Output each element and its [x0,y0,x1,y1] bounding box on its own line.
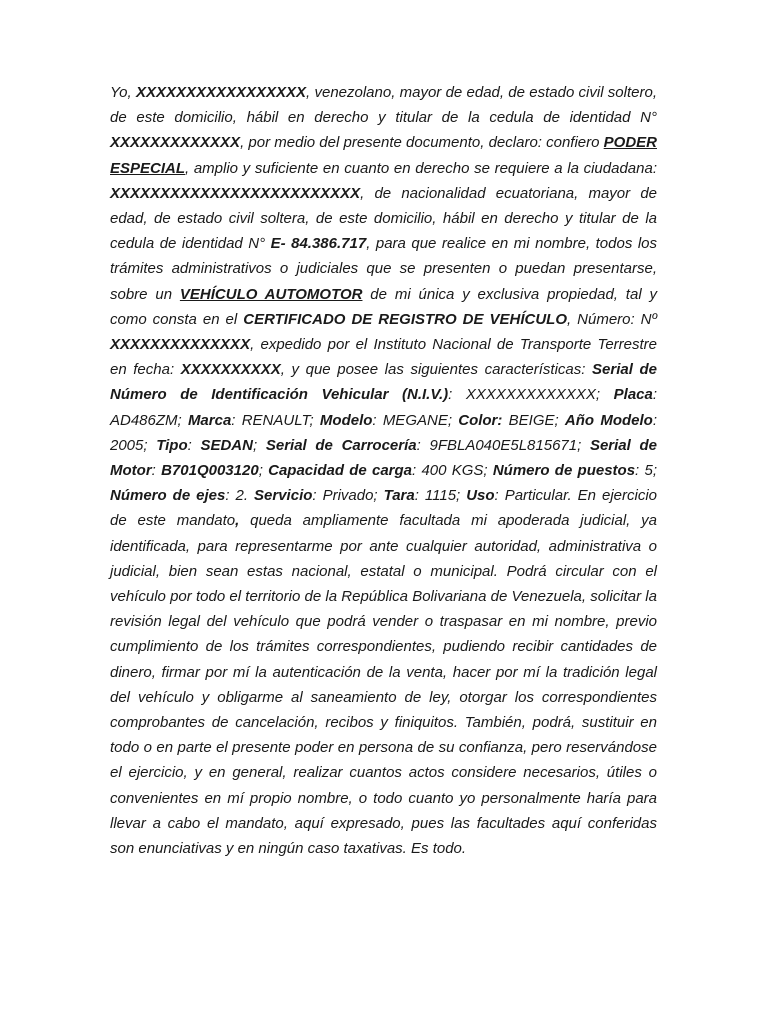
text-segment: , expedido por el Instituto Nacional de Transporte Terrestre en fecha: [110,336,657,379]
text-segment: : AD486ZM; [110,386,658,429]
text-segment: Número de ejes [110,487,226,505]
power-of-attorney-text [110,80,657,861]
text-segment: : RENAULT; [231,411,320,429]
text-segment: : [187,436,201,454]
text-segment: de mi única y exclusiva propiedad, tal y como consta en el [110,285,657,328]
text-segment: : XXXXXXXXXXXXX; [448,386,614,404]
text-segment: : Particular. En ejercicio de este mandato [110,487,658,530]
text-segment: Modelo [319,411,373,429]
text-segment: XXXXXXXXXXXXX [110,134,241,152]
text-segment: Serial de Carrocería [265,436,417,454]
text-segment: : Privado; [312,487,384,505]
text-segment: Servicio [254,487,313,505]
text-segment: Número de puestos [492,462,636,480]
text-segment: , para que realice en mi nombre, todos los trámites administrativos o judiciales que se presenten o puedan presentarse, sobre un [110,235,657,303]
text-segment: , y que posee las siguientes características: [280,361,593,379]
text-segment: XXXXXXXXXXXXXXXXX [135,84,307,101]
text-segment: : 9FBLA040E5L815671; [416,436,590,454]
text-segment: Tara [383,487,415,505]
text-segment: queda ampliamente facultada mi apoderada judicial, ya identificada, para representarme por ante cualquier autoridad, administrativa o judicial, bien sean estas nacional, estatal o municipal. Podrá circular con el vehículo por todo el territorio de la República Bolivariana de Venezuela, solicitar la revisión legal del vehículo que podrá vender o traspasar en mi nombre, previo cumplimiento de los trámites correspondientes, pudiendo recibir cantidades de dinero, firmar por mí la autenticación de la venta, hacer por mí la tradición legal del vehículo y obligarme al saneamiento de ley, otorgar los correspondientes comprobantes de cancelación, recibos y finiquitos. También, podrá, sustituir en todo o en parte el presente poder en persona de su confianza, pero reservándose el ejercicio, y en general, realizar cuantos actos considere necesarios, útiles o convenientes en mí propio nombre, o todo cuanto yo personalmente haría para llevar a cabo el mandato, aquí expresado, pues las facultades aquí conferidas son enunciativas y en ningún caso taxativas. Es todo. [110,512,657,858]
text-segment: Capacidad de carga [268,462,413,480]
text-segment: XXXXXXXXXX [180,361,281,379]
text-segment: B701Q003120 [161,462,259,480]
text-segment: SEDAN [200,436,253,454]
text-segment: , de nacionalidad ecuatoriana, mayor de edad, de estado civil soltera, de este domicilio, hábil en derecho y titular de la cedula de identidad N° [110,184,657,253]
text-segment: : 1115; [414,487,467,505]
text-segment: Serial de Número de Identificación Vehicular (N.I.V.) [110,361,657,404]
text-segment: , por medio del presente documento, declaro: confiero [240,134,604,152]
text-segment: Yo, [110,84,136,101]
text-segment: : [151,462,162,480]
text-segment: : 5; [635,462,657,480]
text-segment: , [235,512,240,530]
text-segment: E- 84.386.717 [270,235,367,253]
text-segment: Placa [613,386,653,404]
text-segment: XXXXXXXXXXXXXX [110,336,251,354]
text-segment: Marca [187,411,232,429]
text-segment: ; [252,436,266,454]
text-segment: VEHÍCULO AUTOMOTOR [179,285,363,303]
text-segment: ; [258,462,269,480]
text-segment: , Número: Nº [567,310,657,328]
text-segment: CERTIFICADO DE REGISTRO DE VEHÍCULO [243,310,567,328]
text-segment: BEIGE; [502,411,565,429]
text-segment: : 400 KGS; [412,462,493,480]
text-segment: : MEGANE; [372,411,459,429]
text-segment: , venezolano, mayor de edad, de estado civil soltero, de este domicilio, hábil en derecho y titular de la cedula de identidad N° [110,84,657,127]
text-segment: : 2005; [110,411,657,454]
text-segment: XXXXXXXXXXXXXXXXXXXXXXXXX [110,184,361,202]
text-segment: : 2. [225,487,255,505]
text-segment: Año Modelo [564,411,653,429]
text-segment: , amplio y suficiente en cuanto en derecho se requiere a la ciudadana: [185,159,657,177]
text-segment: Color: [458,411,503,429]
text-segment: Tipo [156,436,188,454]
text-segment: PODER ESPECIAL [110,134,657,177]
text-segment: Uso [466,487,495,505]
body-paragraph [110,80,657,861]
text-segment: Serial de Motor [110,436,657,480]
